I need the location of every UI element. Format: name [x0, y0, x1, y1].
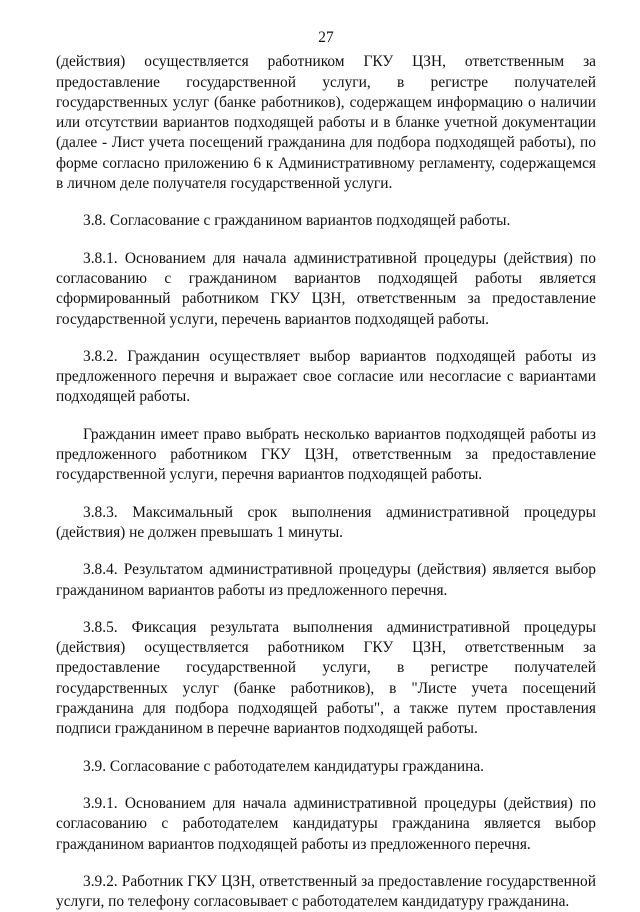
paragraph: 3.9. Согласование с работодателем кандидатуры гражданина.	[83, 757, 484, 775]
paragraph: 3.8.1. Основанием для начала административной процедуры (действия) по согласованию с гражданином вариантов подходящей работы является сформированный работником ГКУ ЦЗН, ответственным за предоставление государственной услуги, перечень вариантов подходящей работы.	[56, 249, 596, 328]
paragraph: 3.8.3. Максимальный срок выполнения административной процедуры (действия) не должен превышать 1 минуты.	[56, 503, 596, 541]
paragraph: 3.8. Согласование с гражданином вариантов подходящей работы.	[83, 212, 511, 230]
paragraph: 3.9.1. Основанием для начала административной процедуры (действия) по согласованию с работодателем кандидатуры гражданина является выбор гражданином вариантов подходящей работы из предложенного перечня.	[56, 794, 596, 853]
paragraph: 3.9.2. Работник ГКУ ЦЗН, ответственный за предоставление государственной услуги, по телефону согласовывает с работодателем кандидатуру гражданина.	[56, 872, 596, 911]
paragraph: 3.8.5. Фиксация результата выполнения административной процедуры (действия) осуществляется работником ГКУ ЦЗН, ответственным за предоставление государственной услуги, в регистре получателей государственных услуг (банке работников), в "Листе учета посещений гражданина для подбора подходящей работы", а также путем проставления подписи гражданином в перечне вариантов подходящей работы.	[56, 618, 596, 738]
paragraph: (действия) осуществляется работником ГКУ ЦЗН, ответственным за предоставление государственной услуги, в регистре получателей государственных услуг (банке работников), содержащем информацию о наличии или отсутствии вариантов подходящей работы и в бланке учетной документации (далее - Лист учета посещений гражданина для подбора подходящей работы), по форме согласно приложению 6 к Административному регламенту, содержащемся в личном деле получателя государственной услуги.	[56, 53, 596, 193]
page-number: 27	[318, 29, 334, 46]
document-body	[56, 52, 596, 912]
paragraph: Гражданин имеет право выбрать несколько вариантов подходящей работы из предложенного работником ГКУ ЦЗН, ответственным за предоставление государственной услуги, перечня вариантов подходящей работы.	[56, 425, 596, 484]
paragraph: 3.8.4. Результатом административной процедуры (действия) является выбор гражданином вариантов работы из предложенного перечня.	[56, 561, 596, 599]
paragraph: 3.8.2. Гражданин осуществляет выбор вариантов подходящей работы из предложенного перечня и выражает свое согласие или несогласие с вариантами подходящей работы.	[56, 347, 596, 406]
